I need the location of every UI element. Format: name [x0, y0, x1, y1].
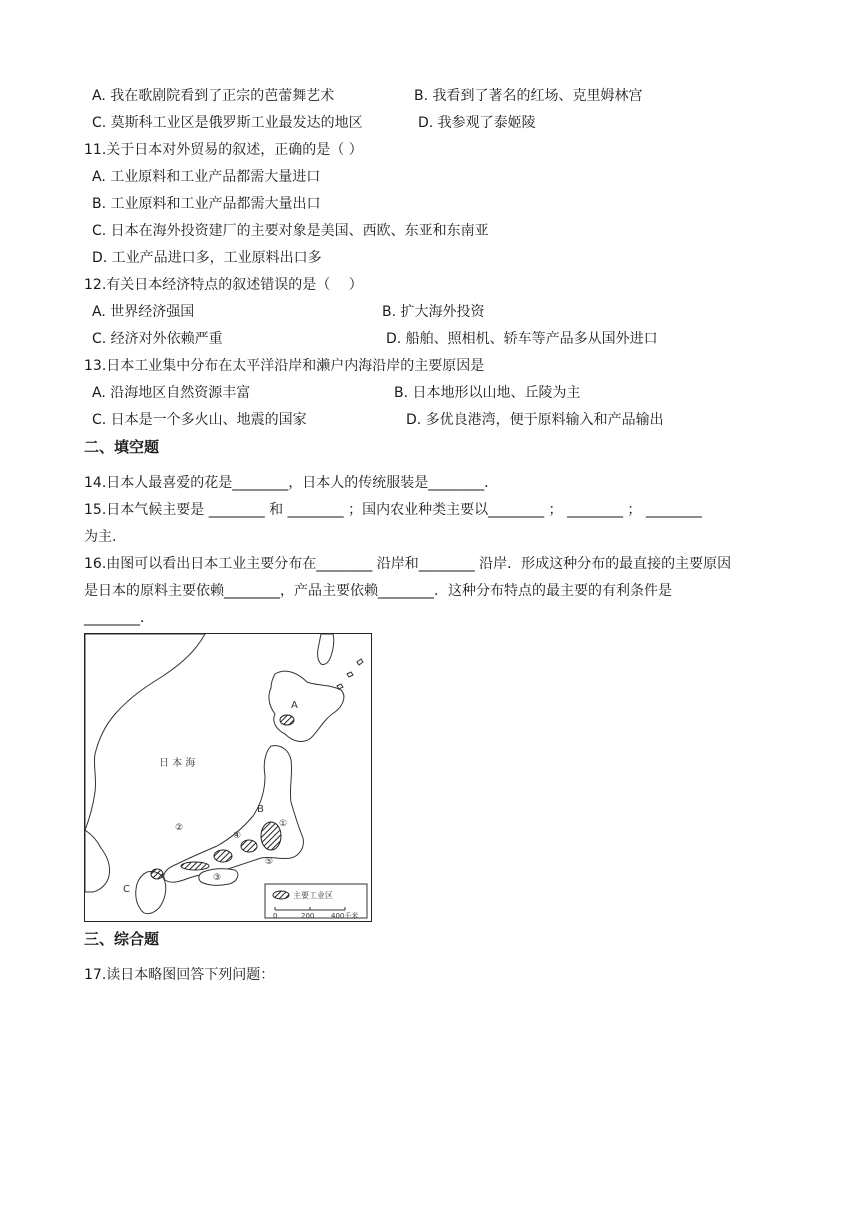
- q11-stem: 11.关于日本对外贸易的叙述，正确的是（ ）: [84, 142, 363, 158]
- q16-line1: 16.由图可以看出日本工业主要分布在________ 沿岸和________ 沿岸．形成这种分布的最直接的主要原因: [84, 556, 732, 572]
- q15-line2: 为主.: [84, 529, 117, 545]
- section-heading-comprehensive: 三、综合题: [84, 930, 160, 948]
- q12-option-a: A. 世界经济强国: [92, 304, 195, 320]
- section-heading-fill-in: 二、填空题: [84, 438, 160, 456]
- scale-label-0: 0: [273, 912, 278, 920]
- marker-4: ④: [233, 831, 242, 841]
- scale-label-200: 200: [301, 912, 315, 920]
- q17-stem: 17.读日本略图回答下列问题：: [84, 967, 275, 983]
- japan-map-svg: [85, 634, 371, 921]
- region-label-b: B: [257, 804, 264, 815]
- region-label-c: C: [123, 884, 130, 895]
- industrial-zone-chukyo: [241, 840, 257, 852]
- q11-option-b: B. 工业原料和工业产品都需大量出口: [92, 196, 321, 212]
- q12-stem: 12.有关日本经济特点的叙述错误的是（ ）: [84, 277, 363, 293]
- q12-option-b: B. 扩大海外投资: [382, 304, 485, 320]
- industrial-zone-kitakyushu: [151, 869, 163, 879]
- legend-label: 主要工业区: [293, 891, 333, 900]
- scale-label-400: 400千米: [331, 912, 359, 920]
- industrial-zone-hanshin: [214, 850, 232, 862]
- q13-option-d: D. 多优良港湾，便于原料输入和产品输出: [406, 412, 664, 428]
- q11-option-d: D. 工业产品进口多，工业原料出口多: [92, 250, 322, 266]
- q13-option-b: B. 日本地形以山地、丘陵为主: [394, 385, 581, 401]
- q11-option-a: A. 工业原料和工业产品都需大量进口: [92, 169, 321, 185]
- q13-stem: 13.日本工业集中分布在太平洋沿岸和濑户内海沿岸的主要原因是: [84, 358, 485, 374]
- industrial-zone-keihin: [261, 822, 281, 850]
- marker-5: ⑤: [265, 857, 274, 867]
- kuril-islands: [337, 659, 363, 689]
- q10-option-c: C. 莫斯科工业区是俄罗斯工业最发达的地区: [92, 115, 363, 131]
- q12-option-d: D. 船舶、照相机、轿车等产品多从国外进口: [386, 331, 658, 347]
- q16-line3: ________．: [84, 610, 154, 626]
- q13-option-c: C. 日本是一个多火山、地震的国家: [92, 412, 307, 428]
- korea-peninsula: [85, 830, 110, 892]
- q11-option-c: C. 日本在海外投资建厂的主要对象是美国、西欧、东亚和东南亚: [92, 223, 489, 239]
- q10-option-a: A. 我在歌剧院看到了正宗的芭蕾舞艺术: [92, 88, 335, 104]
- region-label-a: A: [291, 700, 298, 711]
- marker-3: ③: [213, 873, 222, 883]
- q15-line1: 15.日本气候主要是 ________ 和 ________ ；国内农业种类主要以________ ； ________ ； ________: [84, 502, 702, 518]
- industrial-zone-setouchi: [181, 862, 209, 870]
- hokkaido-island: [269, 671, 344, 741]
- marker-2: ②: [175, 823, 184, 833]
- q16-line2: 是日本的原料主要依赖________，产品主要依赖________．这种分布特点的最主要的有利条件是: [84, 583, 672, 599]
- legend-swatch: [273, 891, 289, 899]
- q13-option-a: A. 沿海地区自然资源丰富: [92, 385, 251, 401]
- japan-map-figure: [84, 633, 372, 922]
- marker-1: ①: [279, 819, 288, 829]
- sea-label: 日 本 海: [159, 758, 196, 769]
- q10-option-b: B. 我看到了著名的红场、克里姆林宫: [414, 88, 643, 104]
- q14-text: 14.日本人最喜爱的花是________，日本人的传统服装是________．: [84, 475, 499, 491]
- sakhalin-island: [318, 634, 334, 665]
- industrial-zone-hokkaido: [280, 715, 294, 725]
- q12-option-c: C. 经济对外依赖严重: [92, 331, 223, 347]
- q10-option-d: D. 我参观了泰姬陵: [418, 115, 536, 131]
- mainland-coast: [85, 634, 205, 830]
